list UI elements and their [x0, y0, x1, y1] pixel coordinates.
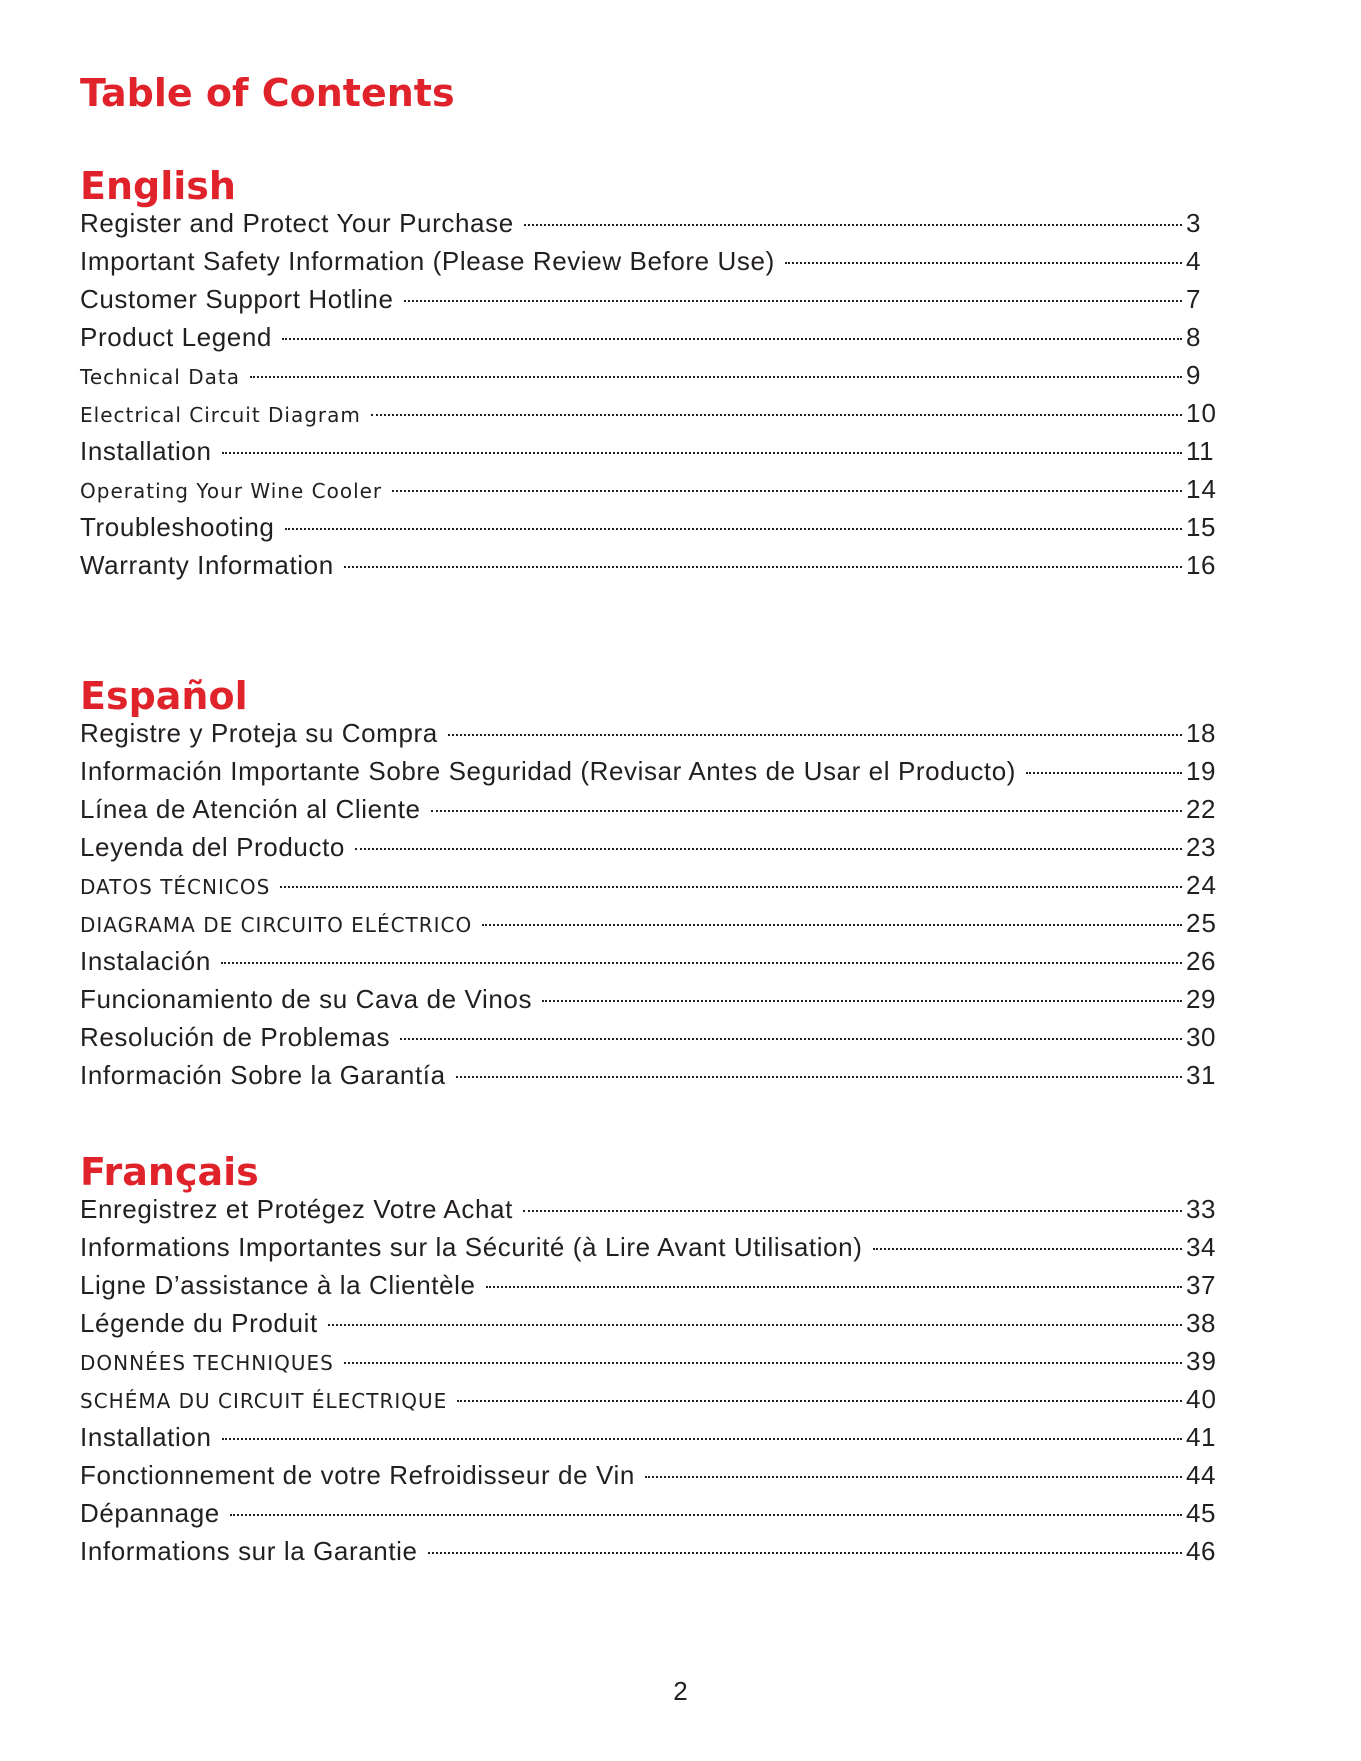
- section-spacer: [80, 588, 1220, 674]
- toc-entry-label: Información Sobre la Garantía: [80, 1060, 446, 1090]
- dot-leader: [486, 1286, 1182, 1288]
- section-espanol: [80, 674, 1220, 1098]
- toc-entry-page-number: 40: [1186, 1384, 1217, 1414]
- toc-entry-page-number: 44: [1186, 1460, 1217, 1490]
- toc-entry[interactable]: [80, 284, 1220, 322]
- toc-entry[interactable]: [80, 474, 1220, 512]
- dot-leader: [873, 1248, 1183, 1250]
- toc-entry-page-number: 41: [1186, 1422, 1217, 1452]
- toc-entry-label: Product Legend: [80, 322, 272, 352]
- toc-entry-label: Electrical Circuit Diagram: [80, 403, 361, 427]
- toc-entry-label: SCHÉMA DU CIRCUIT ÉLECTRIQUE: [80, 1389, 448, 1413]
- toc-entry[interactable]: [80, 360, 1220, 398]
- dot-leader: [785, 262, 1182, 264]
- toc-entry[interactable]: [80, 398, 1220, 436]
- toc-entry[interactable]: [80, 1022, 1220, 1060]
- section-heading: Français: [80, 1150, 259, 1194]
- toc-entry-label: Warranty Information: [80, 550, 334, 580]
- toc-entry[interactable]: [80, 1384, 1220, 1422]
- toc-entry-label: Technical Data: [80, 365, 240, 389]
- toc-entry[interactable]: [80, 1194, 1220, 1232]
- toc-entry[interactable]: [80, 870, 1220, 908]
- toc-entry-page-number: 18: [1186, 718, 1217, 748]
- toc-entry-page-number: 24: [1186, 870, 1217, 900]
- toc-entry[interactable]: [80, 436, 1220, 474]
- toc-entry[interactable]: [80, 718, 1220, 756]
- toc-entry-page-number: 45: [1186, 1498, 1217, 1528]
- dot-leader: [371, 414, 1182, 416]
- toc-entry[interactable]: [80, 246, 1220, 284]
- toc-entry-label: Dépannage: [80, 1498, 220, 1528]
- toc-entry-page-number: 46: [1186, 1536, 1217, 1566]
- toc-entry-page-number: 26: [1186, 946, 1217, 976]
- toc-entry-page-number: 33: [1186, 1194, 1217, 1224]
- toc-entry-page-number: 14: [1186, 474, 1217, 504]
- toc-entry-page-number: 19: [1186, 756, 1217, 786]
- section-francais: [80, 1150, 1220, 1574]
- dot-leader: [404, 300, 1182, 302]
- dot-leader: [457, 1400, 1182, 1402]
- dot-leader: [428, 1552, 1182, 1554]
- toc-entry[interactable]: [80, 908, 1220, 946]
- toc-entry-label: Ligne D’assistance à la Clientèle: [80, 1270, 476, 1300]
- toc-entry-label: Línea de Atención al Cliente: [80, 794, 421, 824]
- toc-entry-page-number: 29: [1186, 984, 1217, 1014]
- toc-entry-page-number: 4: [1186, 246, 1202, 276]
- section-heading: Español: [80, 674, 248, 718]
- toc-entry-page-number: 15: [1186, 512, 1217, 542]
- toc-entry-label: Informations sur la Garantie: [80, 1536, 418, 1566]
- section-english: [80, 164, 1220, 588]
- toc-list: [80, 208, 1220, 588]
- toc-entry[interactable]: [80, 322, 1220, 360]
- toc-entry-label: Fonctionnement de votre Refroidisseur de Vin: [80, 1460, 635, 1490]
- page-title: Table of Contents: [80, 71, 455, 115]
- toc-entry[interactable]: [80, 1498, 1220, 1536]
- toc-entry[interactable]: [80, 1060, 1220, 1098]
- toc-entry-page-number: 38: [1186, 1308, 1217, 1338]
- toc-entry-page-number: 23: [1186, 832, 1217, 862]
- toc-entry[interactable]: [80, 946, 1220, 984]
- toc-entry[interactable]: [80, 1460, 1220, 1498]
- toc-entry-page-number: 25: [1186, 908, 1217, 938]
- toc-entry[interactable]: [80, 208, 1220, 246]
- dot-leader: [250, 376, 1182, 378]
- dot-leader: [524, 224, 1182, 226]
- toc-entry-label: DATOS TÉCNICOS: [80, 875, 271, 899]
- dot-leader: [355, 848, 1182, 850]
- dot-leader: [456, 1076, 1182, 1078]
- dot-leader: [282, 338, 1182, 340]
- toc-entry-label: Información Importante Sobre Seguridad (Revisar Antes de Usar el Producto): [80, 756, 1017, 786]
- dot-leader: [482, 924, 1182, 926]
- dot-leader: [344, 1362, 1182, 1364]
- toc-entry-label: Important Safety Information (Please Review Before Use): [80, 246, 775, 276]
- dot-leader: [1026, 772, 1182, 774]
- toc-entry-page-number: 10: [1186, 398, 1217, 428]
- toc-entry-page-number: 9: [1186, 360, 1202, 390]
- toc-entry[interactable]: [80, 1308, 1220, 1346]
- dot-leader: [431, 810, 1182, 812]
- dot-leader: [222, 1438, 1183, 1440]
- toc-entry-label: Troubleshooting: [80, 512, 275, 542]
- dot-leader: [222, 452, 1183, 454]
- toc-list: [80, 1194, 1220, 1574]
- toc-entry-label: DIAGRAMA DE CIRCUITO ELÉCTRICO: [80, 913, 473, 937]
- toc-entry[interactable]: [80, 756, 1220, 794]
- toc-entry[interactable]: [80, 1270, 1220, 1308]
- toc-entry[interactable]: [80, 1422, 1220, 1460]
- dot-leader: [448, 734, 1182, 736]
- toc-entry-page-number: 11: [1186, 436, 1215, 466]
- dot-leader: [523, 1210, 1182, 1212]
- toc-entry-page-number: 8: [1186, 322, 1202, 352]
- toc-entry-label: Resolución de Problemas: [80, 1022, 391, 1052]
- toc-entry[interactable]: [80, 794, 1220, 832]
- toc-entry-label: Leyenda del Producto: [80, 832, 345, 862]
- page-number: 2: [673, 1676, 688, 1706]
- toc-entry-page-number: 34: [1186, 1232, 1217, 1262]
- toc-page: [80, 70, 1220, 1574]
- toc-entry-label: Enregistrez et Protégez Votre Achat: [80, 1194, 513, 1224]
- toc-entry[interactable]: [80, 1232, 1220, 1270]
- dot-leader: [645, 1476, 1182, 1478]
- toc-entry-page-number: 31: [1186, 1060, 1217, 1090]
- dot-leader: [392, 490, 1182, 492]
- toc-entry-page-number: 30: [1186, 1022, 1217, 1052]
- dot-leader: [221, 962, 1182, 964]
- toc-entry-page-number: 16: [1186, 550, 1217, 580]
- toc-entry-label: Register and Protect Your Purchase: [80, 208, 514, 238]
- toc-entry-label: Registre y Proteja su Compra: [80, 718, 438, 748]
- toc-entry-label: Installation: [80, 436, 212, 466]
- toc-entry-label: Instalación: [80, 946, 211, 976]
- toc-entry-page-number: 39: [1186, 1346, 1217, 1376]
- toc-entry[interactable]: [80, 832, 1220, 870]
- toc-entry-label: Informations Importantes sur la Sécurité (à Lire Avant Utilisation): [80, 1232, 863, 1262]
- section-heading: English: [80, 164, 236, 208]
- toc-entry[interactable]: [80, 1536, 1220, 1574]
- toc-entry-page-number: 22: [1186, 794, 1217, 824]
- toc-entry-label: Funcionamiento de su Cava de Vinos: [80, 984, 533, 1014]
- toc-list: [80, 718, 1220, 1098]
- dot-leader: [285, 528, 1183, 530]
- toc-entry[interactable]: [80, 550, 1220, 588]
- dot-leader: [400, 1038, 1182, 1040]
- toc-entry[interactable]: [80, 512, 1220, 550]
- toc-entry-label: Customer Support Hotline: [80, 284, 394, 314]
- toc-entry-label: DONNÉES TECHNIQUES: [80, 1351, 334, 1375]
- toc-entry[interactable]: [80, 1346, 1220, 1384]
- dot-leader: [230, 1514, 1182, 1516]
- dot-leader: [328, 1324, 1182, 1326]
- toc-entry[interactable]: [80, 984, 1220, 1022]
- toc-entry-page-number: 7: [1186, 284, 1202, 314]
- toc-entry-label: Installation: [80, 1422, 212, 1452]
- dot-leader: [542, 1000, 1182, 1002]
- toc-entry-page-number: 37: [1186, 1270, 1217, 1300]
- dot-leader: [344, 566, 1182, 568]
- section-spacer: [80, 1098, 1220, 1150]
- dot-leader: [280, 886, 1182, 888]
- toc-entry-page-number: 3: [1186, 208, 1202, 238]
- toc-entry-label: Operating Your Wine Cooler: [80, 479, 383, 503]
- toc-entry-label: Légende du Produit: [80, 1308, 318, 1338]
